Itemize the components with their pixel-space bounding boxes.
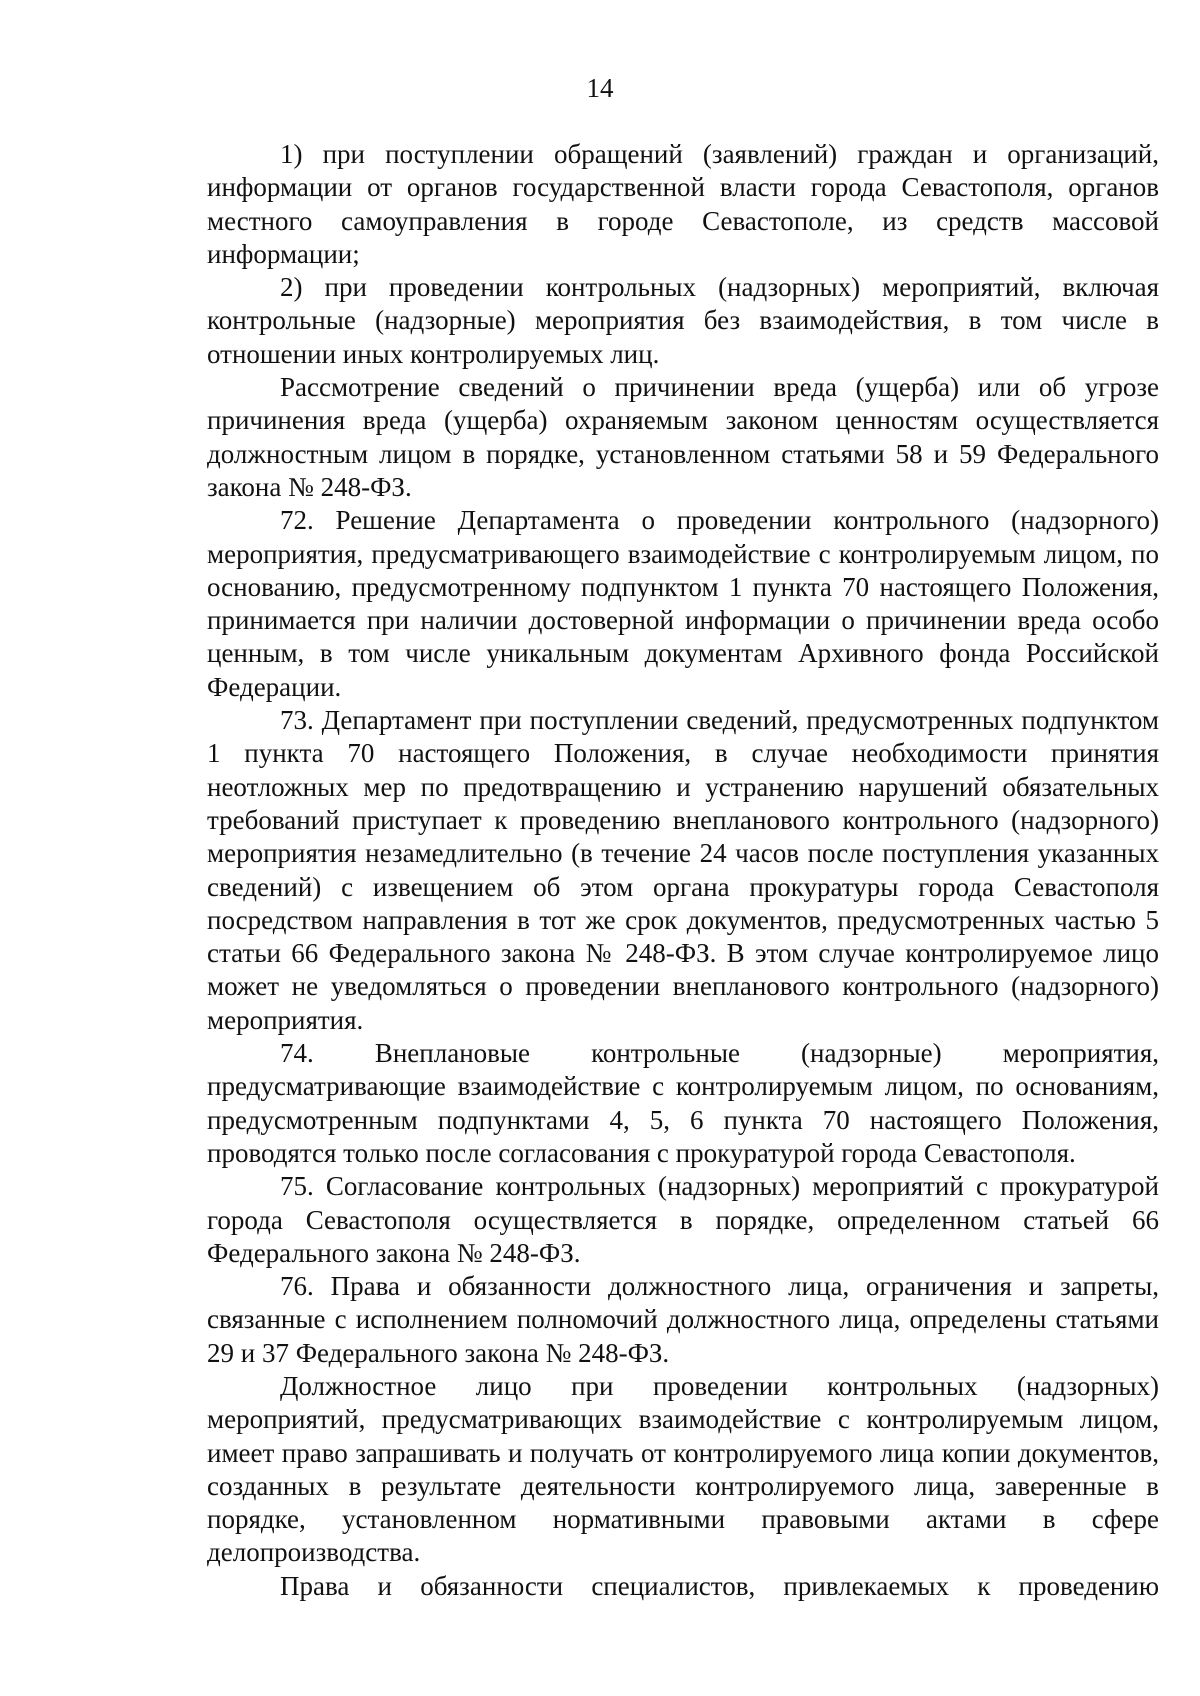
page-number: 14	[586, 73, 614, 103]
paragraph-74: 74. Внеплановые контрольные (надзорные) мероприятия, предусматривающие взаимодействие с контролируемым лицом, по основаниям, предусмотренным подпунктами 4, 5, 6 пункта 70 настоящего Положения, проводятся только после согласования с прокуратурой города Севастополя.	[207, 1038, 1159, 1168]
paragraph-harm-review: Рассмотрение сведений о причинении вреда (ущерба) или об угрозе причинения вреда (ущерба) охраняемым законом ценностям осуществляется должностным лицом в порядке, установленном статьями 58 и 59 Федерального закона № 248-ФЗ.	[207, 372, 1159, 502]
paragraph-76: 76. Права и обязанности должностного лица, ограничения и запреты, связанные с исполнением полномочий должностного лица, определены статьями 29 и 37 Федерального закона № 248-ФЗ.	[207, 1271, 1159, 1368]
document-body	[207, 138, 1159, 1603]
paragraph-72: 72. Решение Департамента о проведении контрольного (надзорного) мероприятия, предусматривающего взаимодействие с контролируемым лицом, по основанию, предусмотренному подпунктом 1 пункта 70 настоящего Положения, принимается при наличии достоверной информации о причинении вреда особо ценным, в том числе уникальным документам Архивного фонда Российской Федерации.	[207, 505, 1159, 702]
paragraph-official-rights: Должностное лицо при проведении контрольных (надзорных) мероприятий, предусматривающих взаимодействие с контролируемым лицом, имеет право запрашивать и получать от контролируемого лица копии документов, созданных в результате деятельности контролируемого лица, заверенные в порядке, установленном нормативными правовыми актами в сфере делопроизводства.	[207, 1370, 1159, 1568]
paragraph-73: 73. Департамент при поступлении сведений, предусмотренных подпунктом 1 пункта 70 настоящего Положения, в случае необходимости принятия неотложных мер по предотвращению и устранению нарушений обязательных требований приступает к проведению внепланового контрольного (надзорного) мероприятия незамедлительно (в течение 24 часов после поступления указанных сведений) с извещением об этом органа прокуратуры города Севастополя посредством направления в тот же срок документов, предусмотренных частью 5 статьи 66 Федерального закона № 248-ФЗ. В этом случае контролируемое лицо может не уведомляться о проведении внепланового контрольного (надзорного) мероприятия.	[207, 705, 1159, 1035]
paragraph-specialists-rights: Права и обязанности специалистов, привлекаемых к проведению	[280, 1570, 1159, 1601]
paragraph-75: 75. Согласование контрольных (надзорных) мероприятий с прокуратурой города Севастополя осуществляется в порядке, определенном статьей 66 Федерального закона № 248-ФЗ.	[207, 1171, 1159, 1268]
paragraph-item-1: 1) при поступлении обращений (заявлений) граждан и организаций, информации от органов государственной власти города Севастополя, органов местного самоуправления в городе Севастополе, из средств массовой информации;	[207, 139, 1159, 269]
paragraph-item-2: 2) при проведении контрольных (надзорных) мероприятий, включая контрольные (надзорные) мероприятия без взаимодействия, в том числе в отношении иных контролируемых лиц.	[207, 272, 1159, 369]
